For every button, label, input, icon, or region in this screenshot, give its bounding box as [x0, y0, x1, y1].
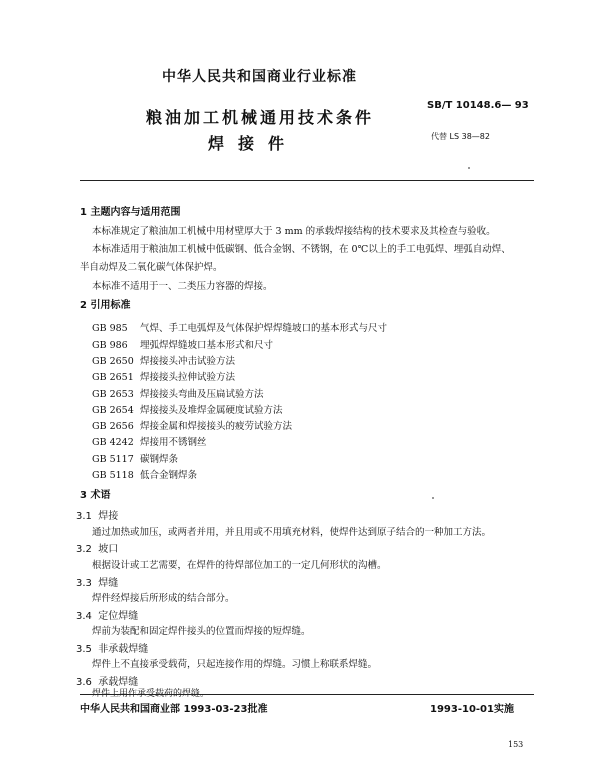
reference-title: 埋弧焊焊缝坡口基本形式和尺寸 — [140, 340, 274, 351]
section-1-paragraph-2-line-1: 本标准适用于粮油加工机械中低碳钢、低合金钢、不锈钢，在 0℃以上的手工电弧焊、埋弧自动焊、 — [92, 244, 511, 255]
term-heading — [76, 540, 118, 555]
term-heading — [76, 607, 138, 622]
org-title: 中华人民共和国商业行业标准 — [162, 69, 357, 85]
reference-item — [92, 434, 207, 448]
footer-divider — [80, 694, 534, 695]
term-definition: 焊前为装配和固定焊件接头的位置而焊接的短焊缝。 — [92, 626, 311, 637]
section-1-paragraph-1: 本标准规定了粮油加工机械中用材壁厚大于 3 mm 的承载焊接结构的技术要求及其检查与验收。 — [92, 226, 496, 237]
term-number: 3.2 — [76, 544, 92, 555]
section-1-paragraph-3: 本标准不适用于一、二类压力容器的焊接。 — [92, 281, 273, 292]
reference-code: GB 2651 — [92, 372, 134, 383]
term-number: 3.1 — [76, 511, 92, 522]
document-subtitle: 焊接件 — [208, 134, 299, 153]
reference-code: GB 2656 — [92, 421, 134, 432]
replaces-note: 代替 LS 38—82 — [431, 132, 490, 141]
term-name: 坡口 — [98, 544, 119, 555]
term-name: 承载焊缝 — [98, 677, 139, 688]
approval-note: 中华人民共和国商业部 1993-03-23批准 — [80, 704, 268, 715]
term-number: 3.6 — [76, 677, 92, 688]
term-number: 3.5 — [76, 644, 92, 655]
section-1-heading: 1 主题内容与适用范围 — [80, 207, 181, 218]
term-name: 焊缝 — [98, 578, 119, 589]
section-2-heading: 2 引用标准 — [80, 300, 131, 311]
reference-title: 焊接接头及堆焊金属硬度试验方法 — [140, 405, 283, 416]
reference-code: GB 2653 — [92, 389, 134, 400]
term-definition: 焊件上不直接承受载荷，只起连接作用的焊缝。习惯上称联系焊缝。 — [92, 659, 378, 670]
reference-item — [92, 402, 283, 416]
reference-item — [92, 451, 178, 465]
term-definition: 焊件经焊接后所形成的结合部分。 — [92, 593, 235, 604]
term-definition: 根据设计或工艺需要，在焊件的待焊部位加工的一定几何形状的沟槽。 — [92, 560, 387, 571]
reference-title: 焊接接头拉伸试验方法 — [140, 372, 236, 383]
reference-item — [92, 369, 235, 383]
term-name: 定位焊缝 — [98, 611, 139, 622]
term-definition: 通过加热或加压，或两者并用，并且用或不用填充材料，使焊件达到原子结合的一种加工方法。 — [92, 527, 492, 538]
term-heading — [76, 640, 148, 655]
reference-item — [92, 320, 387, 334]
implementation-date: 1993-10-01实施 — [430, 704, 514, 715]
reference-title: 气焊、手工电弧焊及气体保护焊焊缝坡口的基本形式与尺寸 — [140, 323, 388, 334]
reference-item — [92, 467, 197, 481]
term-name: 焊接 — [98, 511, 119, 522]
reference-title: 焊接接头冲击试验方法 — [140, 356, 236, 367]
reference-code: GB 985 — [92, 323, 128, 334]
term-heading — [76, 507, 118, 522]
term-number: 3.3 — [76, 578, 92, 589]
scan-speck — [468, 167, 470, 169]
reference-title: 碳钢焊条 — [140, 454, 179, 465]
reference-code: GB 5117 — [92, 454, 134, 465]
scan-speck — [432, 497, 434, 499]
term-name: 非承载焊缝 — [98, 644, 149, 655]
reference-code: GB 2654 — [92, 405, 134, 416]
standard-number: SB/T 10148.6— 93 — [427, 100, 529, 111]
reference-title: 焊接用不锈钢丝 — [140, 437, 207, 448]
reference-item — [92, 353, 235, 367]
reference-code: GB 4242 — [92, 437, 134, 448]
header-divider — [80, 180, 534, 181]
reference-code: GB 5118 — [92, 470, 134, 481]
page-number: 153 — [508, 740, 524, 749]
reference-code: GB 986 — [92, 340, 128, 351]
reference-code: GB 2650 — [92, 356, 134, 367]
term-number: 3.4 — [76, 611, 92, 622]
term-heading — [76, 574, 118, 589]
section-1-paragraph-2-line-2: 半自动焊及二氧化碳气体保护焊。 — [80, 262, 223, 273]
reference-item — [92, 337, 273, 351]
reference-title: 焊接接头弯曲及压扁试验方法 — [140, 389, 264, 400]
reference-item — [92, 418, 292, 432]
reference-title: 焊接金属和焊接接头的疲劳试验方法 — [140, 421, 293, 432]
document-title: 粮油加工机械通用技术条件 — [146, 108, 375, 127]
reference-item — [92, 386, 264, 400]
reference-title: 低合金钢焊条 — [140, 470, 198, 481]
term-definition: 焊件上用作承受载荷的焊缝。 — [92, 689, 210, 699]
section-3-heading: 3 术语 — [80, 490, 111, 501]
